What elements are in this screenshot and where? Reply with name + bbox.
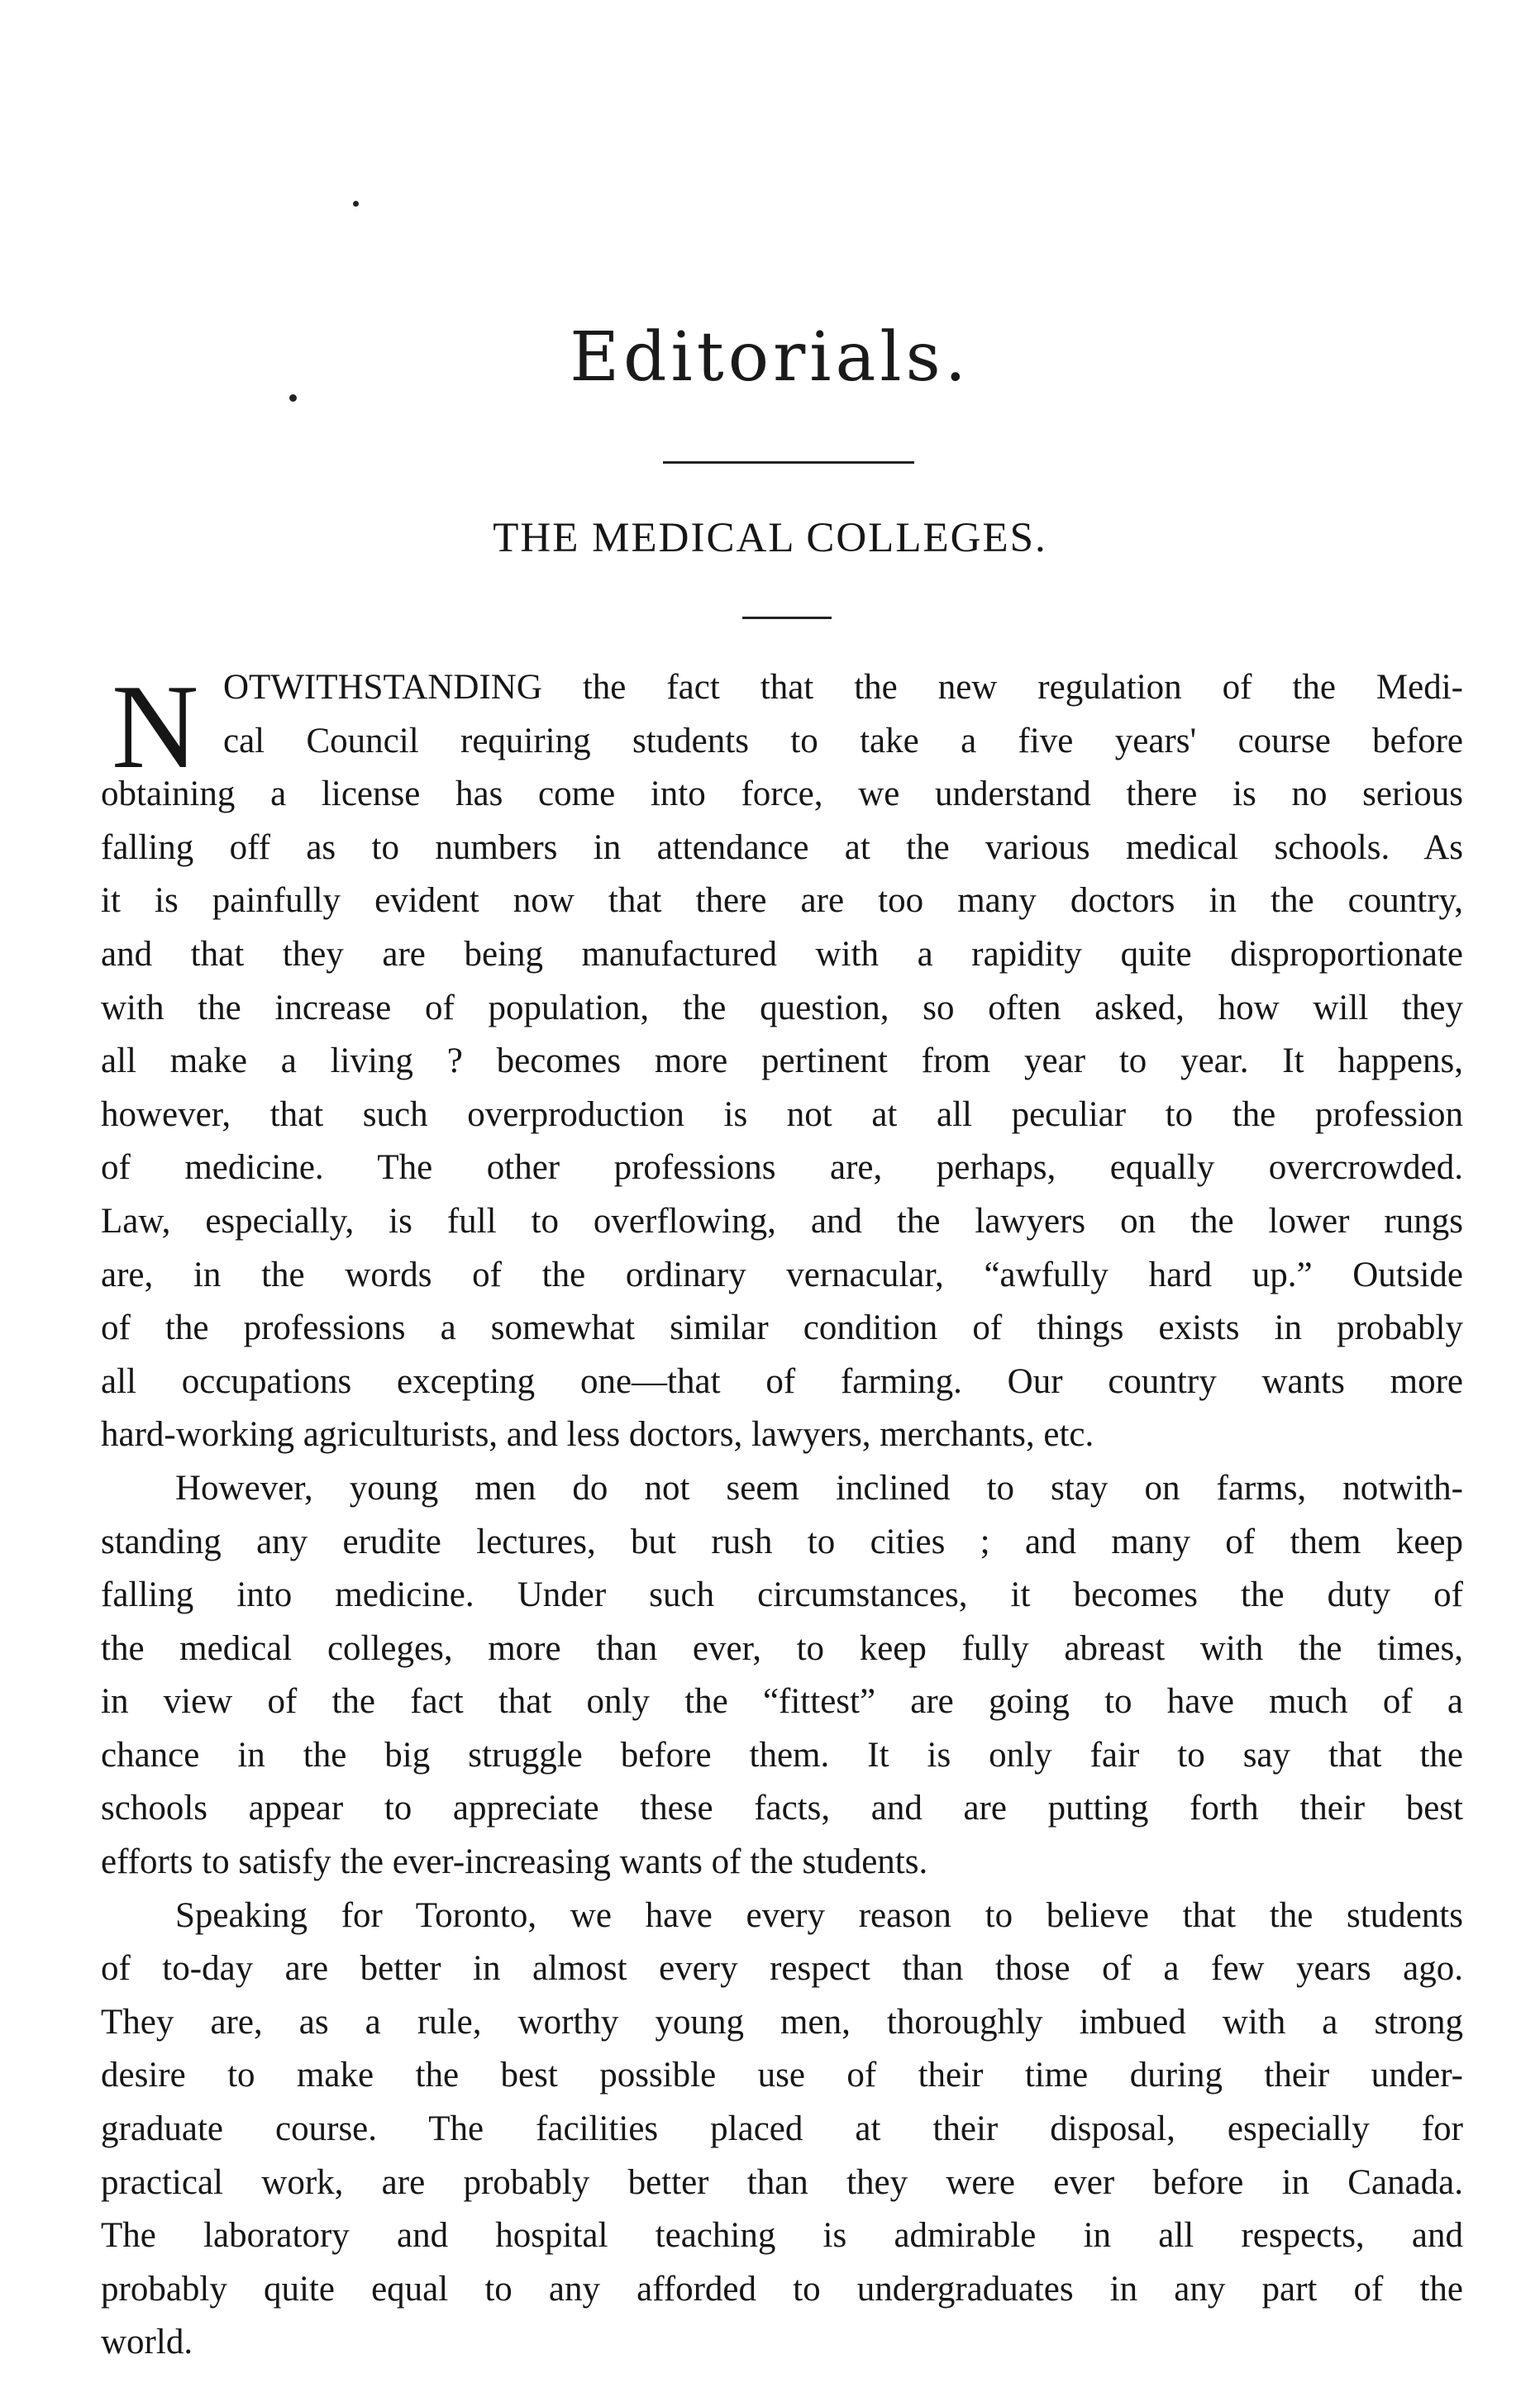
ink-speck xyxy=(353,201,359,207)
text-line: obtaining a license has come into force, we understand there is no serious xyxy=(101,774,1463,814)
text-line: of medicine. The other professions are, perhaps, equally overcrowded. xyxy=(101,1148,1463,1188)
text-line: all make a living ? becomes more pertinent from year to year. It happens, xyxy=(101,1041,1463,1081)
text-line: of to-day are better in almost every respect than those of a few years ago. xyxy=(101,1949,1463,1989)
section-heading: Editorials. xyxy=(570,318,970,397)
text-line: falling into medicine. Under such circumstances, it becomes the duty of xyxy=(101,1575,1463,1615)
text-line: desire to make the best possible use of their time during their under- xyxy=(101,2056,1463,2095)
text-line: efforts to satisfy the ever-increasing wants of the students. xyxy=(101,1842,928,1882)
text-line: cal Council requiring students to take a five years' course before xyxy=(223,721,1463,760)
text-line: schools appear to appreciate these facts, and are putting forth their best xyxy=(101,1789,1463,1828)
text-line: hard-working agriculturists, and less doctors, lawyers, merchants, etc. xyxy=(101,1415,1094,1455)
text-line: are, in the words of the ordinary vernacular, “awfully hard up.” Outside xyxy=(101,1255,1463,1294)
text-line: and that they are being manufactured with a rapidity quite disproportionate xyxy=(101,934,1463,974)
text-line: practical work, are probably better than they were ever before in Canada. xyxy=(101,2162,1463,2202)
drop-cap: N xyxy=(112,660,199,794)
text-line: however, that such overproduction is not at all peculiar to the profession xyxy=(101,1094,1463,1134)
article-title: THE MEDICAL COLLEGES. xyxy=(493,515,1047,561)
text-line: with the increase of population, the question, so often asked, how will they xyxy=(101,988,1463,1027)
text-line: OTWITHSTANDING the fact that the new regulation of the Medi- xyxy=(223,668,1463,707)
text-line: falling off as to numbers in attendance at the various medical schools. As xyxy=(101,827,1463,867)
text-line: The laboratory and hospital teaching is admirable in all respects, and xyxy=(101,2216,1463,2256)
text-line: world. xyxy=(101,2323,193,2362)
text-line: it is painfully evident now that there are too many doctors in the country, xyxy=(101,881,1463,921)
title-divider xyxy=(742,617,832,619)
heading-divider xyxy=(663,461,914,464)
text-line: Speaking for Toronto, we have every reason to believe that the students xyxy=(175,1895,1463,1935)
text-line: However, young men do not seem inclined to stay on farms, notwith- xyxy=(175,1468,1463,1508)
text-line: They are, as a rule, worthy young men, thoroughly imbued with a strong xyxy=(101,2002,1463,2042)
text-line: of the professions a somewhat similar condition of things exists in probably xyxy=(101,1308,1463,1348)
text-line: the medical colleges, more than ever, to keep fully abreast with the times, xyxy=(101,1628,1463,1668)
text-line: probably quite equal to any afforded to undergraduates in any part of the xyxy=(101,2269,1463,2309)
text-line: chance in the big struggle before them. It is only fair to say that the xyxy=(101,1735,1463,1775)
article-body xyxy=(101,661,1463,2370)
text-line: standing any erudite lectures, but rush to cities ; and many of them keep xyxy=(101,1522,1463,1561)
text-line: all occupations excepting one—that of farming. Our country wants more xyxy=(101,1361,1463,1401)
text-line: Law, especially, is full to overflowing, and the lawyers on the lower rungs xyxy=(101,1201,1463,1241)
text-line: graduate course. The facilities placed at their disposal, especially for xyxy=(101,2109,1463,2149)
text-line: in view of the fact that only the “fittest” are going to have much of a xyxy=(101,1682,1463,1722)
